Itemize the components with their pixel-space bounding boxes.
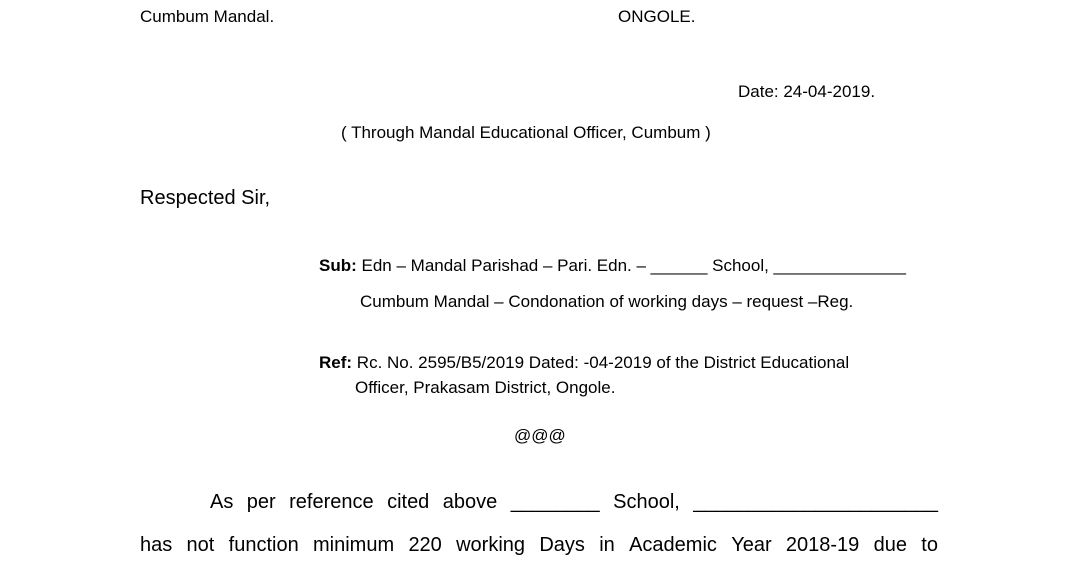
body-word: 220 xyxy=(408,534,442,556)
from-place: Cumbum Mandal. xyxy=(140,7,275,26)
body-word: has xyxy=(140,534,173,556)
body-word: Year xyxy=(731,534,772,556)
body-word: Days xyxy=(539,534,585,556)
salutation: Respected Sir, xyxy=(140,187,271,209)
body-word: ______________________ xyxy=(693,491,938,513)
body-word: As xyxy=(210,491,234,513)
reference-text-1: Rc. No. 2595/B5/2019 Dated: -04-2019 of the District Educational xyxy=(352,353,850,372)
body-word: working xyxy=(456,534,526,556)
reference-label: Ref: xyxy=(319,353,353,372)
body-word: Academic xyxy=(629,534,717,556)
reference-line-2: Officer, Prakasam District, Ongole. xyxy=(355,378,616,397)
body-word: above xyxy=(442,491,498,513)
to-place: ONGOLE. xyxy=(618,7,696,26)
body-word: per xyxy=(246,491,276,513)
separator-mark: @@@ xyxy=(514,426,566,445)
subject-text-1: Edn – Mandal Parishad – Pari. Edn. – ______ School, ______________ xyxy=(356,256,906,275)
body-paragraph-line-1 xyxy=(210,490,938,514)
body-word: in xyxy=(599,534,615,556)
letter-date: Date: 24-04-2019. xyxy=(738,82,876,101)
body-word: School, xyxy=(613,491,680,513)
body-word: function xyxy=(228,534,299,556)
body-word: to xyxy=(921,534,938,556)
body-word: due xyxy=(873,534,907,556)
body-paragraph-line-2 xyxy=(140,533,938,557)
body-word: not xyxy=(186,534,215,556)
body-word: 2018-19 xyxy=(785,534,860,556)
reference-line-1 xyxy=(319,353,849,373)
through-line: ( Through Mandal Educational Officer, Cumbum ) xyxy=(341,123,711,142)
subject-line-2: Cumbum Mandal – Condonation of working days – request –Reg. xyxy=(360,292,854,311)
body-word: reference xyxy=(289,491,374,513)
body-word: minimum xyxy=(313,534,395,556)
body-word: cited xyxy=(387,491,430,513)
subject-line-1 xyxy=(319,256,906,276)
subject-label: Sub: xyxy=(319,256,357,275)
body-word: ________ xyxy=(510,491,600,513)
